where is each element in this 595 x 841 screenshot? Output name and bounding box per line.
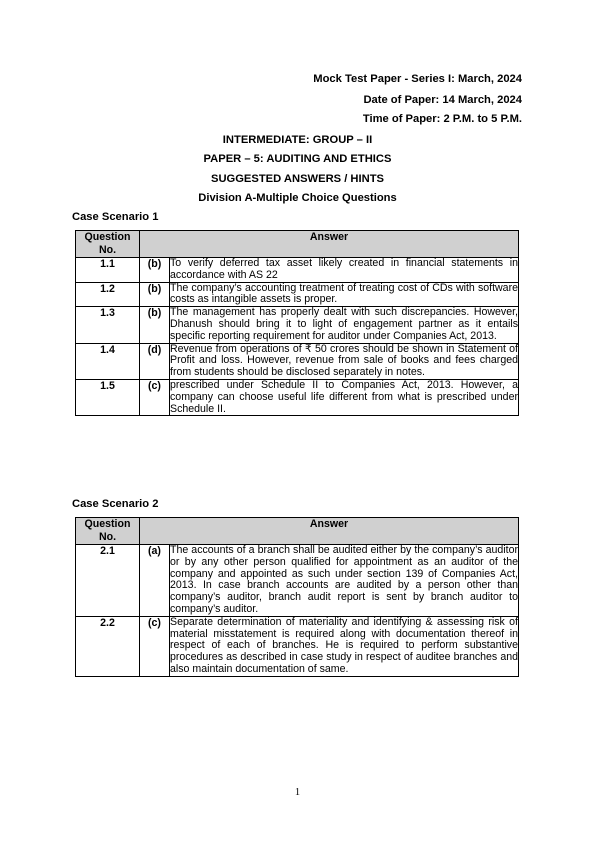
answer-option: (b) [140, 258, 170, 283]
question-number: 2.1 [76, 545, 140, 617]
case-scenario-1-title: Case Scenario 1 [72, 211, 159, 223]
table-row [76, 379, 519, 415]
answer-option: (b) [140, 307, 170, 343]
question-number: 1.2 [76, 282, 140, 307]
suggested-answers-title: SUGGESTED ANSWERS / HINTS [210, 173, 384, 185]
case-scenario-2-title: Case Scenario 2 [72, 498, 159, 510]
answer-option: (c) [140, 379, 170, 415]
answer-header: Answer [140, 518, 519, 545]
case-1-answer-table [75, 230, 519, 416]
question-no-header: Question No. [76, 518, 140, 545]
table-row [76, 258, 519, 283]
answer-header: Answer [140, 231, 519, 258]
date-of-paper: Date of Paper: 14 March, 2024 [363, 94, 522, 106]
page-number: 1 [294, 787, 301, 798]
table-header-row [76, 231, 519, 258]
answer-text: To verify deferred tax asset likely created in financial statements in accordance with AS 22 [170, 257, 518, 281]
answer-option: (c) [140, 616, 170, 676]
question-no-header: Question No. [76, 231, 140, 258]
answer-option: (a) [140, 545, 170, 617]
answer-text: prescribed under Schedule II to Companies Act, 2013. However, a company can choose useful life different from what is prescribed under Schedule II. [170, 378, 518, 415]
question-number: 2.2 [76, 616, 140, 676]
table-row [76, 545, 519, 617]
table-row [76, 282, 519, 307]
division-title: Division A-Multiple Choice Questions [198, 192, 397, 204]
time-of-paper: Time of Paper: 2 P.M. to 5 P.M. [362, 113, 522, 125]
question-number: 1.4 [76, 343, 140, 379]
answer-option: (b) [140, 282, 170, 307]
table-header-row [76, 518, 519, 545]
answer-text: The company’s accounting treatment of treating cost of CDs with software costs as intangible assets is proper. [170, 281, 518, 306]
paper-title: PAPER – 5: AUDITING AND ETHICS [203, 153, 392, 165]
table-row [76, 616, 519, 676]
table-row [76, 307, 519, 343]
question-number: 1.3 [76, 307, 140, 343]
answer-option: (d) [140, 343, 170, 379]
answer-text: The accounts of a branch shall be audited either by the company’s auditor or by any other person qualified for appointment as an auditor of the company and appointed as such under section 139 of Companies Act, 2013. In case branch accounts are audited by a person other than company’s auditor, branch audit report is sent by branch auditor to company’s auditor. [170, 544, 518, 615]
group-title: INTERMEDIATE: GROUP – II [222, 134, 373, 146]
paper-series-line: Mock Test Paper - Series I: March, 2024 [313, 73, 522, 85]
answer-text: Revenue from operations of ₹ 50 crores should be shown in Statement of Profit and loss. However, revenue from sale of books and fees charged from students should be disclosed separately in notes. [170, 342, 518, 379]
question-number: 1.5 [76, 379, 140, 415]
question-number: 1.1 [76, 258, 140, 283]
answer-text: Separate determination of materiality and identifying & assessing risk of material misstatement is required along with documentation thereof in respect of each of branches. He is required to perform substantive procedures as described in case study in respect of auditee branches and also maintain documentation of same. [170, 615, 518, 675]
answer-text: The management has properly dealt with such discrepancies. However, Dhanush should bring it to light of engagement partner as it entails specific reporting requirement for auditor under Companies Act, 2013. [170, 306, 518, 342]
case-2-answer-table [75, 517, 519, 677]
table-row [76, 343, 519, 379]
